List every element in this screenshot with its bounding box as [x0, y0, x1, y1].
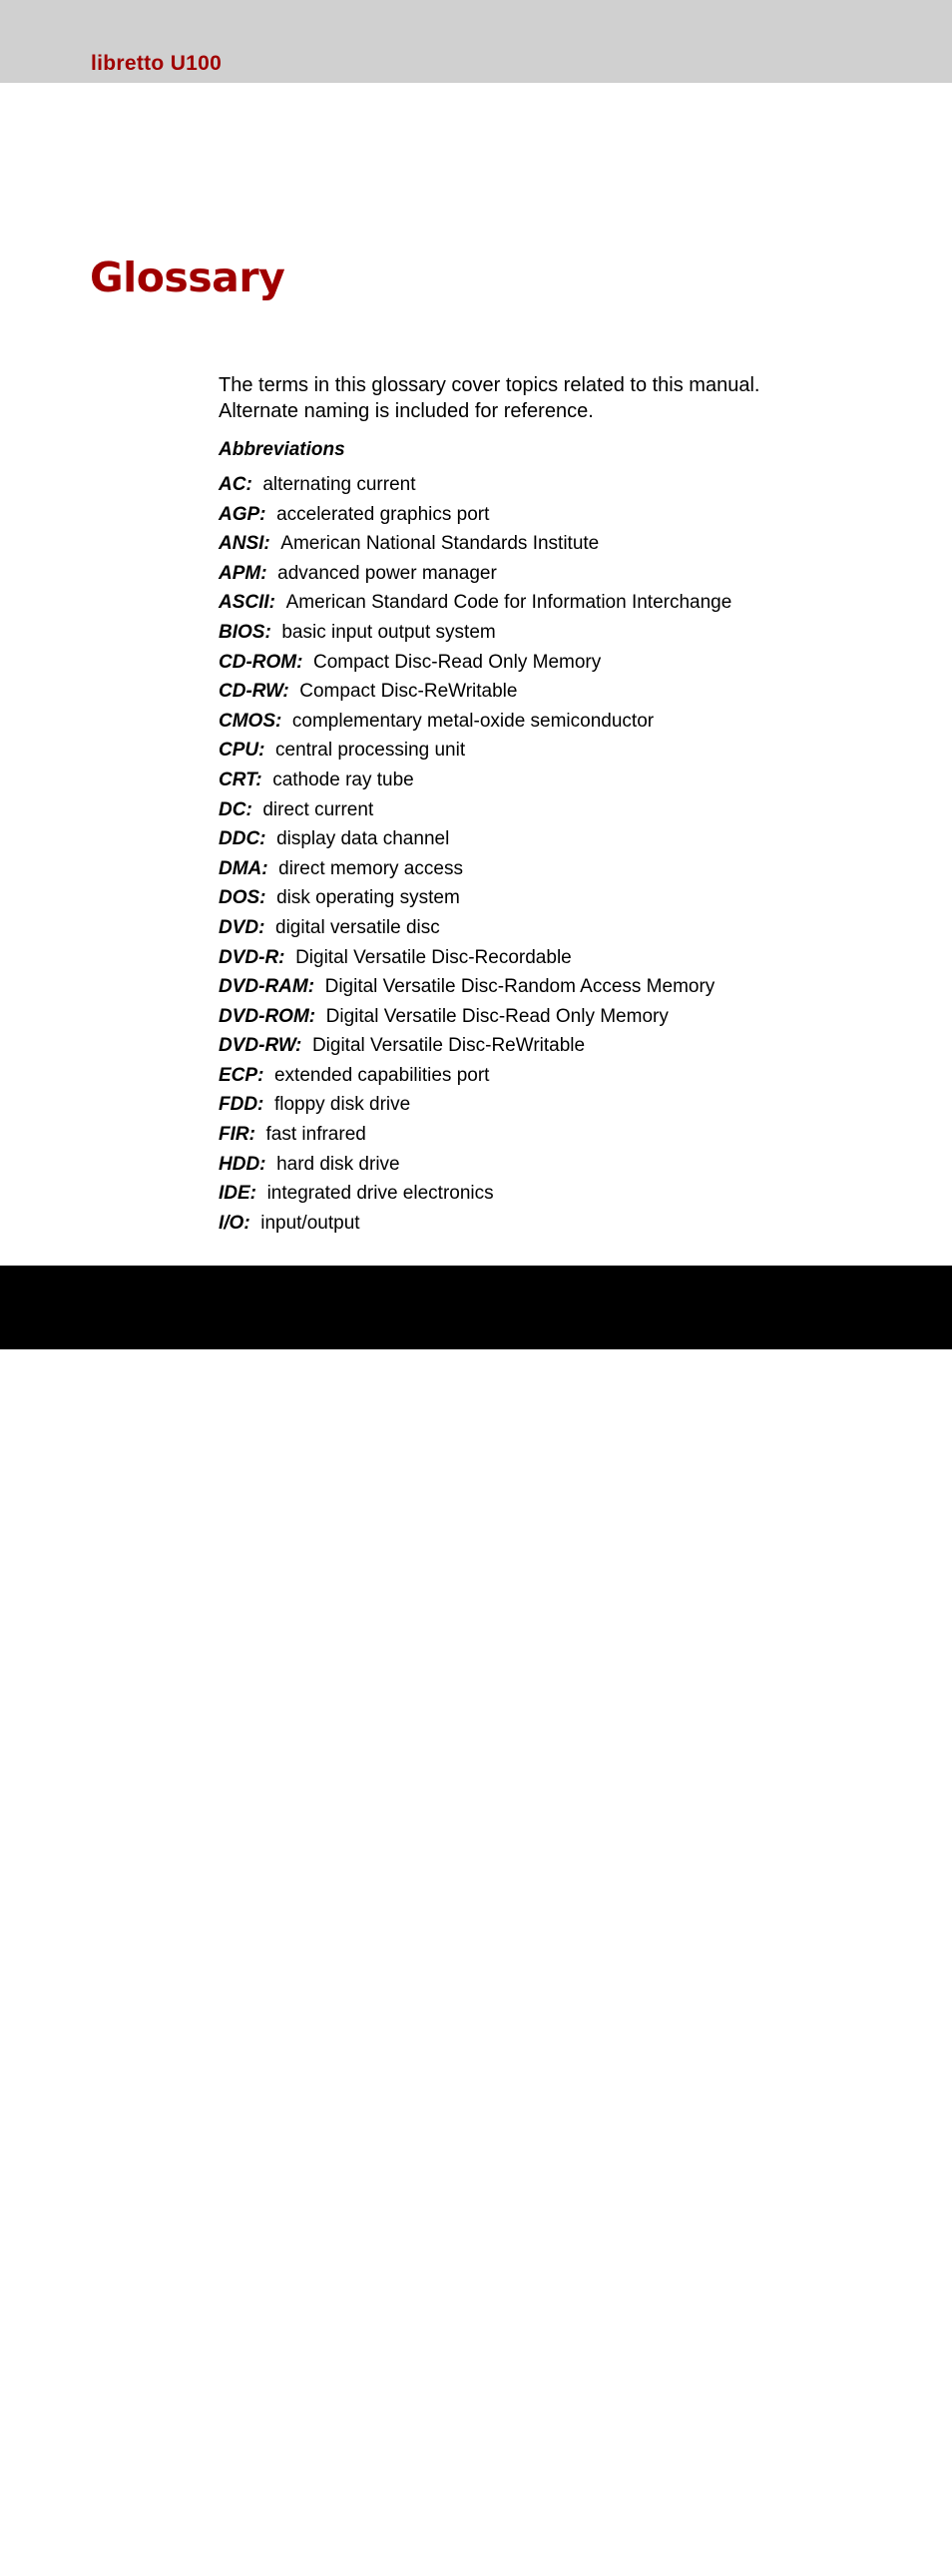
abbreviation-entry: [219, 854, 731, 884]
abbreviation-list: [219, 470, 731, 1238]
abbreviation-definition: accelerated graphics port: [276, 503, 490, 525]
abbreviation-term: DVD-R:: [219, 946, 285, 968]
abbreviation-entry: [219, 677, 731, 707]
abbreviation-entry: [219, 1120, 731, 1150]
abbreviation-definition: display data channel: [276, 828, 450, 850]
abbreviation-term: APM:: [219, 562, 267, 584]
abbreviation-entry: [219, 943, 731, 973]
abbreviation-term: ANSI:: [219, 533, 270, 555]
abbreviation-term: FDD:: [219, 1094, 264, 1116]
abbreviation-entry: [219, 1209, 731, 1239]
abbreviation-entry: [219, 648, 731, 678]
abbreviation-entry: [219, 736, 731, 766]
abbreviation-term: CRT:: [219, 769, 262, 790]
abbreviation-entry: [219, 1061, 731, 1091]
abbreviation-definition: Digital Versatile Disc-Recordable: [295, 946, 572, 968]
abbreviation-definition: central processing unit: [275, 740, 466, 762]
abbreviation-definition: American Standard Code for Information Interchange: [285, 592, 732, 614]
abbreviation-definition: direct current: [262, 798, 374, 820]
abbreviation-entry: [219, 588, 731, 618]
abbreviation-definition: hard disk drive: [276, 1153, 400, 1175]
section-heading-abbreviations: Abbreviations: [219, 439, 345, 460]
abbreviation-definition: Digital Versatile Disc-Read Only Memory: [325, 1005, 669, 1027]
abbreviation-entry: [219, 1002, 731, 1032]
abbreviation-definition: digital versatile disc: [275, 916, 440, 938]
abbreviation-term: AGP:: [219, 503, 266, 525]
abbreviation-definition: direct memory access: [278, 857, 463, 879]
abbreviation-term: FIR:: [219, 1124, 255, 1146]
abbreviation-entry: [219, 1150, 731, 1180]
abbreviation-term: CD-ROM:: [219, 651, 303, 673]
abbreviation-entry: [219, 1031, 731, 1061]
page-title: Glossary: [90, 254, 285, 301]
abbreviation-definition: extended capabilities port: [273, 1064, 490, 1086]
abbreviation-entry: [219, 1090, 731, 1120]
abbreviation-definition: Compact Disc-ReWritable: [299, 681, 518, 703]
abbreviation-definition: basic input output system: [281, 621, 496, 643]
abbreviation-definition: integrated drive electronics: [266, 1183, 494, 1205]
abbreviation-definition: advanced power manager: [277, 562, 497, 584]
abbreviation-entry: [219, 972, 731, 1002]
intro-line: Alternate naming is included for reference.: [219, 400, 594, 422]
abbreviation-term: CD-RW:: [219, 681, 289, 703]
abbreviation-term: DC:: [219, 798, 252, 820]
footer-page-number: Glossary-1: [803, 2556, 891, 2575]
abbreviation-term: BIOS:: [219, 621, 271, 643]
abbreviation-definition: Digital Versatile Disc-ReWritable: [311, 1035, 586, 1057]
abbreviation-term: DVD-RW:: [219, 1035, 302, 1057]
abbreviation-entry: [219, 707, 731, 737]
abbreviation-term: IDE:: [219, 1183, 256, 1205]
abbreviation-term: AC:: [219, 474, 252, 495]
abbreviation-term: DMA:: [219, 857, 268, 879]
abbreviation-definition: disk operating system: [276, 887, 460, 909]
abbreviation-entry: [219, 559, 731, 589]
abbreviation-term: HDD:: [219, 1153, 266, 1175]
abbreviation-entry: [219, 500, 731, 530]
abbreviation-term: ASCII:: [219, 592, 275, 614]
abbreviation-definition: Compact Disc-Read Only Memory: [313, 651, 602, 673]
abbreviation-entry: [219, 883, 731, 913]
abbreviation-entry: [219, 529, 731, 559]
product-name: libretto U100: [91, 52, 223, 75]
abbreviation-definition: American National Standards Institute: [280, 533, 600, 555]
abbreviation-entry: [219, 766, 731, 795]
abbreviation-entry: [219, 795, 731, 825]
abbreviation-definition: fast infrared: [265, 1124, 366, 1146]
abbreviation-term: DOS:: [219, 887, 266, 909]
abbreviation-term: CPU:: [219, 740, 265, 762]
abbreviation-term: CMOS:: [219, 710, 282, 732]
header-band: [0, 0, 952, 83]
abbreviation-definition: cathode ray tube: [272, 769, 414, 790]
abbreviation-definition: complementary metal-oxide semiconductor: [291, 710, 655, 732]
abbreviation-definition: Digital Versatile Disc-Random Access Memory: [324, 976, 715, 998]
abbreviation-entry: [219, 470, 731, 500]
abbreviation-term: I/O:: [219, 1212, 250, 1234]
abbreviation-term: DVD-ROM:: [219, 1005, 316, 1027]
footer-manual-label: User’s Manual: [91, 2556, 207, 2575]
intro-line: The terms in this glossary cover topics related to this manual.: [219, 374, 760, 396]
abbreviation-term: ECP:: [219, 1064, 264, 1086]
intro-paragraph: [219, 372, 897, 424]
abbreviation-definition: floppy disk drive: [273, 1094, 411, 1116]
abbreviation-entry: [219, 618, 731, 648]
abbreviation-term: DDC:: [219, 828, 266, 850]
abbreviation-entry: [219, 1179, 731, 1209]
abbreviation-definition: alternating current: [262, 474, 416, 495]
abbreviation-term: DVD-RAM:: [219, 976, 315, 998]
abbreviation-entry: [219, 824, 731, 854]
footer-band: [0, 1266, 952, 2575]
abbreviation-term: DVD:: [219, 916, 265, 938]
abbreviation-definition: input/output: [260, 1212, 360, 1234]
abbreviation-entry: [219, 913, 731, 943]
